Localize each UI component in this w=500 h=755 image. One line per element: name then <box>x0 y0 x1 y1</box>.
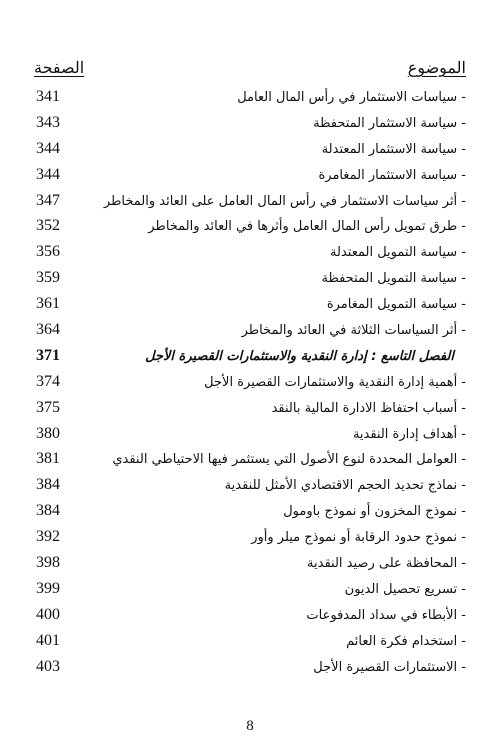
toc-row <box>34 112 466 138</box>
toc-page-number: 371 <box>36 346 60 364</box>
toc-row <box>34 474 466 500</box>
toc-entry-text: - سياسة الاستثمار المغامرة <box>318 167 466 183</box>
page-column-heading: الصفحة <box>34 58 85 77</box>
toc-entry-text: - العوامل المحددة لنوع الأصول التي يستثمر فيها الاحتياطي النقدي <box>112 452 466 468</box>
toc-page-number: 364 <box>36 321 60 339</box>
toc-row <box>34 293 466 319</box>
topic-column-heading: الموضوع <box>407 58 466 77</box>
toc-entry-text: - استخدام فكرة العائم <box>346 633 466 649</box>
toc-entry-text: - سياسة الاستثمار المعتدلة <box>321 141 466 157</box>
toc-row <box>34 656 466 682</box>
toc-page-number: 359 <box>36 269 60 287</box>
toc-page-number: 380 <box>36 424 60 442</box>
toc-row <box>34 397 466 423</box>
toc-row <box>34 448 466 474</box>
toc-page-number: 403 <box>36 657 60 675</box>
toc-row <box>34 267 466 293</box>
toc-entry-text: - أهمية إدارة النقدية والاستثمارات القصيرة الأجل <box>204 374 466 390</box>
toc-entry-text: - أثر السياسات الثلاثة في العائد والمخاطر <box>241 323 466 339</box>
toc-page-number: 347 <box>36 191 60 209</box>
toc-page-number: 392 <box>36 528 60 546</box>
toc-page-number: 381 <box>36 450 60 468</box>
toc-page-number: 375 <box>36 398 60 416</box>
toc-row <box>34 526 466 552</box>
toc-row <box>34 423 466 449</box>
toc-page-number: 356 <box>36 243 60 261</box>
toc-row <box>34 241 466 267</box>
toc-entry-text: - أثر سياسات الاستثمار في رأس المال العامل على العائد والمخاطر <box>103 193 466 209</box>
toc-page-number: 374 <box>36 372 60 390</box>
toc-page-number: 361 <box>36 295 60 313</box>
toc-page-number: 384 <box>36 502 60 520</box>
toc-entry-text: - نماذج تحديد الحجم الاقتصادي الأمثل للنقدية <box>224 478 466 494</box>
toc-entry-text: - أسباب احتفاظ الادارة المالية بالنقد <box>271 400 466 416</box>
toc-row <box>34 215 466 241</box>
toc-entry-text: - سياسة الاستثمار المتحفظة <box>313 115 466 131</box>
toc-row <box>34 371 466 397</box>
toc-page-number: 400 <box>36 605 60 623</box>
toc-chapter-row <box>34 345 466 371</box>
toc-entry-text: - تسريع تحصيل الديون <box>344 581 466 597</box>
toc-entry-text: - الاستثمارات القصيرة الأجل <box>313 659 466 675</box>
toc-entry-text: - سياسة التمويل المغامرة <box>326 297 466 313</box>
toc-row <box>34 500 466 526</box>
toc-page-number: 344 <box>36 165 60 183</box>
toc-row <box>34 164 466 190</box>
toc-entry-text: - طرق تمويل رأس المال العامل وأثرها في العائد والمخاطر <box>148 219 466 235</box>
toc-row <box>34 190 466 216</box>
toc-entry-text: - سياسة التمويل المعتدلة <box>330 245 466 261</box>
toc-page-number: 352 <box>36 217 60 235</box>
toc-row <box>34 552 466 578</box>
toc-entry-text: - نموذج المخزون أو نموذج باومول <box>283 504 466 520</box>
toc-row <box>34 630 466 656</box>
toc-entry-text: - أهداف إدارة النقدية <box>352 426 466 442</box>
toc-page-number: 341 <box>36 88 60 105</box>
page-number: 8 <box>246 718 254 734</box>
toc-entry-text: - نموذج حدود الرقابة أو نموذج ميلر وأور <box>251 530 466 546</box>
toc-entry-text: - الأبطاء في سداد المدفوعات <box>306 607 466 623</box>
table-of-contents <box>34 86 466 681</box>
toc-page-number: 399 <box>36 579 60 597</box>
toc-page-number: 398 <box>36 554 60 572</box>
toc-row <box>34 86 466 112</box>
toc-page-number: 343 <box>36 113 60 131</box>
toc-entry-text: - سياسة التمويل المتحفظة <box>321 271 466 287</box>
toc-chapter-title: الفصل التاسع : إدارة النقدية والاستثمارات القصيرة الأجل <box>145 348 454 364</box>
toc-row <box>34 319 466 345</box>
toc-page-number: 401 <box>36 631 60 649</box>
toc-entry-text: - المحافظة على رصيد النقدية <box>307 556 466 572</box>
toc-page-number: 384 <box>36 476 60 494</box>
toc-entry-text: - سياسات الاستثمار في رأس المال العامل <box>237 90 466 105</box>
toc-row <box>34 138 466 164</box>
toc-row <box>34 578 466 604</box>
toc-row <box>34 604 466 630</box>
toc-page-number: 344 <box>36 139 60 157</box>
toc-header <box>34 58 466 82</box>
